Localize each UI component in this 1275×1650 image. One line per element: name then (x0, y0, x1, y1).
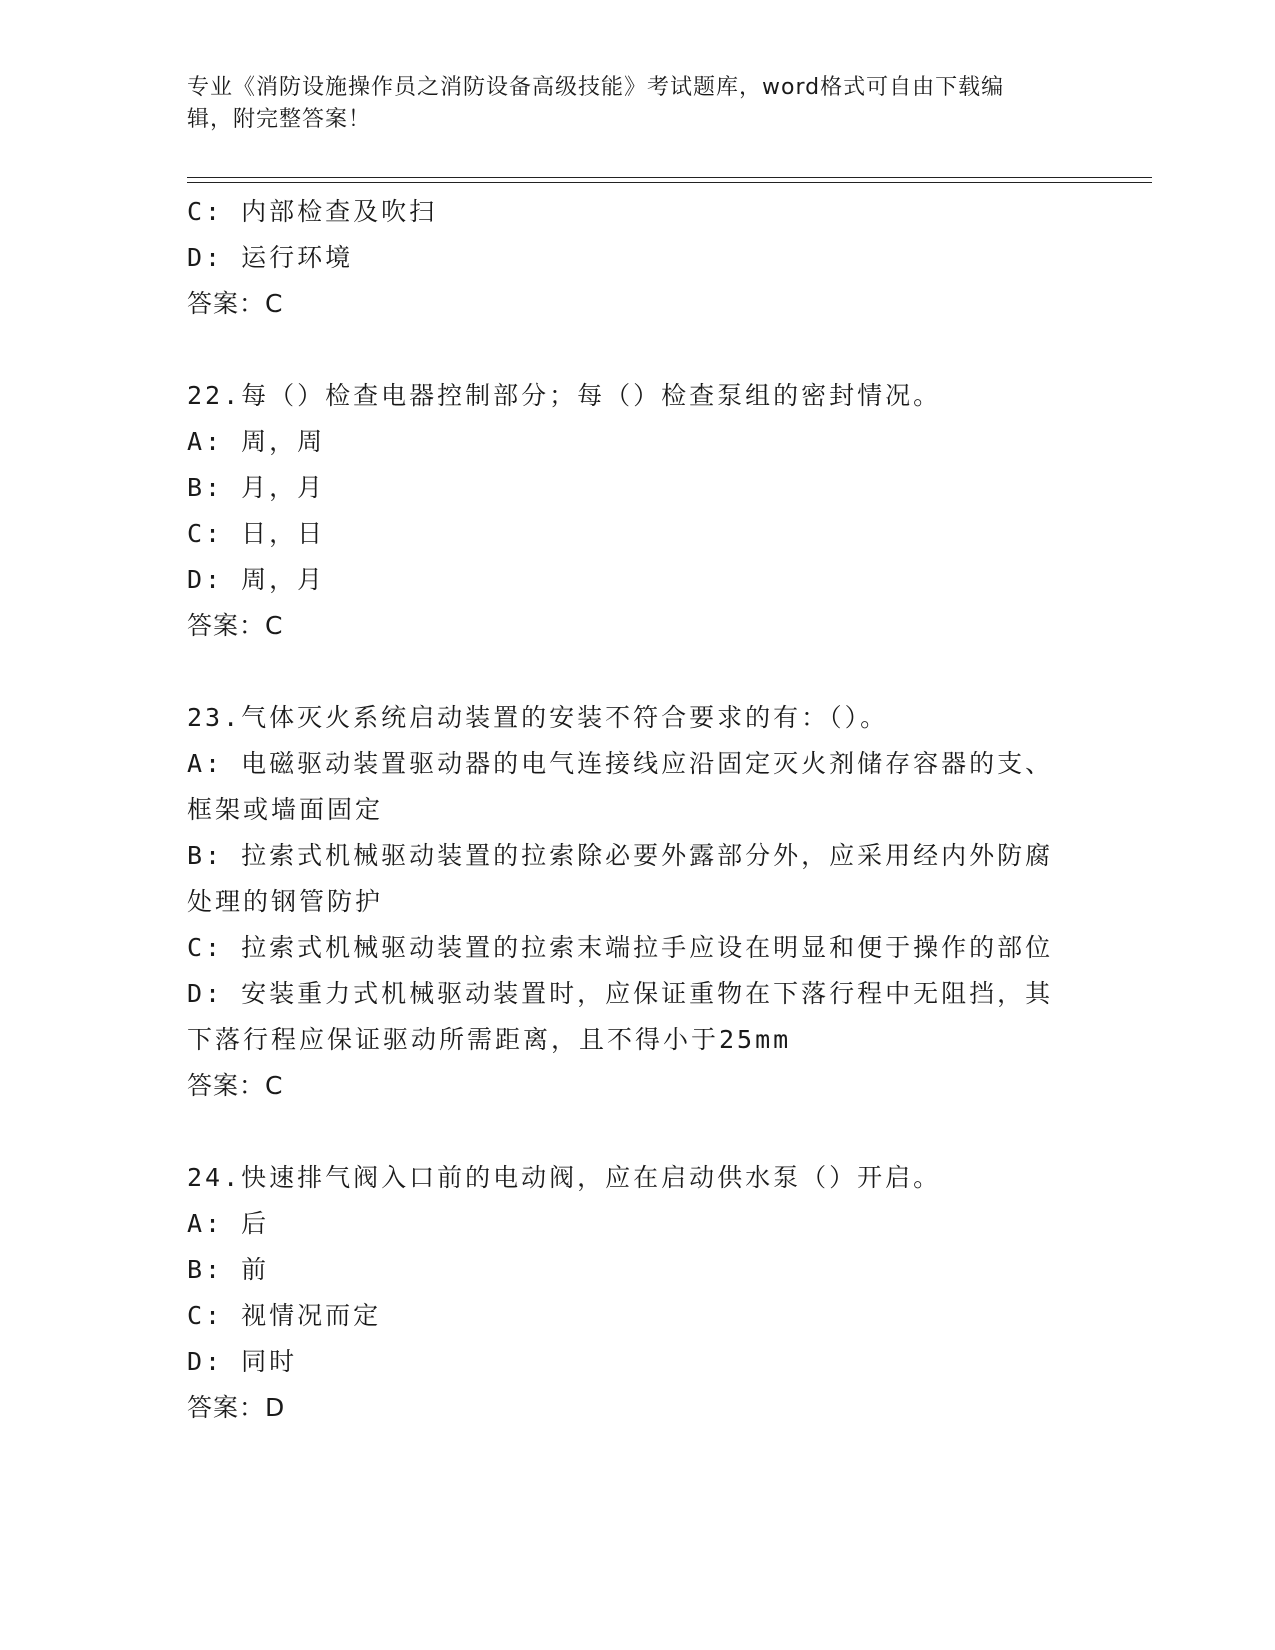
question-stem: 22.每（）检查电器控制部分；每（）检查泵组的密封情况。 (187, 381, 942, 410)
option-a: A: 后 (187, 1209, 270, 1238)
answer: 答案：C (187, 289, 284, 318)
question-stem: 23.气体灭火系统启动装置的安装不符合要求的有：（）。 (187, 703, 889, 732)
option-d: D: 同时 (187, 1347, 298, 1376)
option-a-continued: 框架或墙面固定 (187, 795, 384, 824)
header-line-2: 辑，附完整答案！ (187, 107, 372, 132)
option-a: A: 电磁驱动装置驱动器的电气连接线应沿固定灭火剂储存容器的支、 (187, 749, 1054, 778)
answer: 答案：C (187, 611, 284, 640)
option-b: B: 前 (187, 1255, 270, 1284)
header-divider-top (187, 177, 1152, 178)
question-list (187, 189, 1087, 1431)
option-b: B: 月，月 (187, 473, 326, 502)
option-c: C: 内部检查及吹扫 (187, 197, 438, 226)
spacer (187, 649, 1087, 695)
option-b: B: 拉索式机械驱动装置的拉索除必要外露部分外，应采用经内外防腐 (187, 841, 1054, 870)
question-24 (187, 1155, 1087, 1431)
option-b-continued: 处理的钢管防护 (187, 887, 384, 916)
question-23 (187, 695, 1087, 1109)
answer: 答案：D (187, 1393, 286, 1422)
header-line-1: 专业《消防设施操作员之消防设备高级技能》考试题库，word格式可自由下载编 (187, 75, 1005, 100)
option-c: C: 视情况而定 (187, 1301, 382, 1330)
answer: 答案：C (187, 1071, 284, 1100)
option-d: D: 运行环境 (187, 243, 354, 272)
question-21-tail (187, 189, 1087, 327)
spacer (187, 327, 1087, 373)
option-a: A: 周，周 (187, 427, 326, 456)
document-header (187, 72, 1087, 136)
option-d: D: 安装重力式机械驱动装置时，应保证重物在下落行程中无阻挡，其 (187, 979, 1054, 1008)
header-divider-bottom (187, 182, 1152, 183)
question-22 (187, 373, 1087, 649)
option-c: C: 日，日 (187, 519, 326, 548)
option-c: C: 拉索式机械驱动装置的拉索末端拉手应设在明显和便于操作的部位 (187, 933, 1054, 962)
option-d-continued: 下落行程应保证驱动所需距离，且不得小于25mm (187, 1025, 792, 1054)
spacer (187, 1109, 1087, 1155)
question-stem: 24.快速排气阀入口前的电动阀，应在启动供水泵（）开启。 (187, 1163, 942, 1192)
option-d: D: 周，月 (187, 565, 326, 594)
